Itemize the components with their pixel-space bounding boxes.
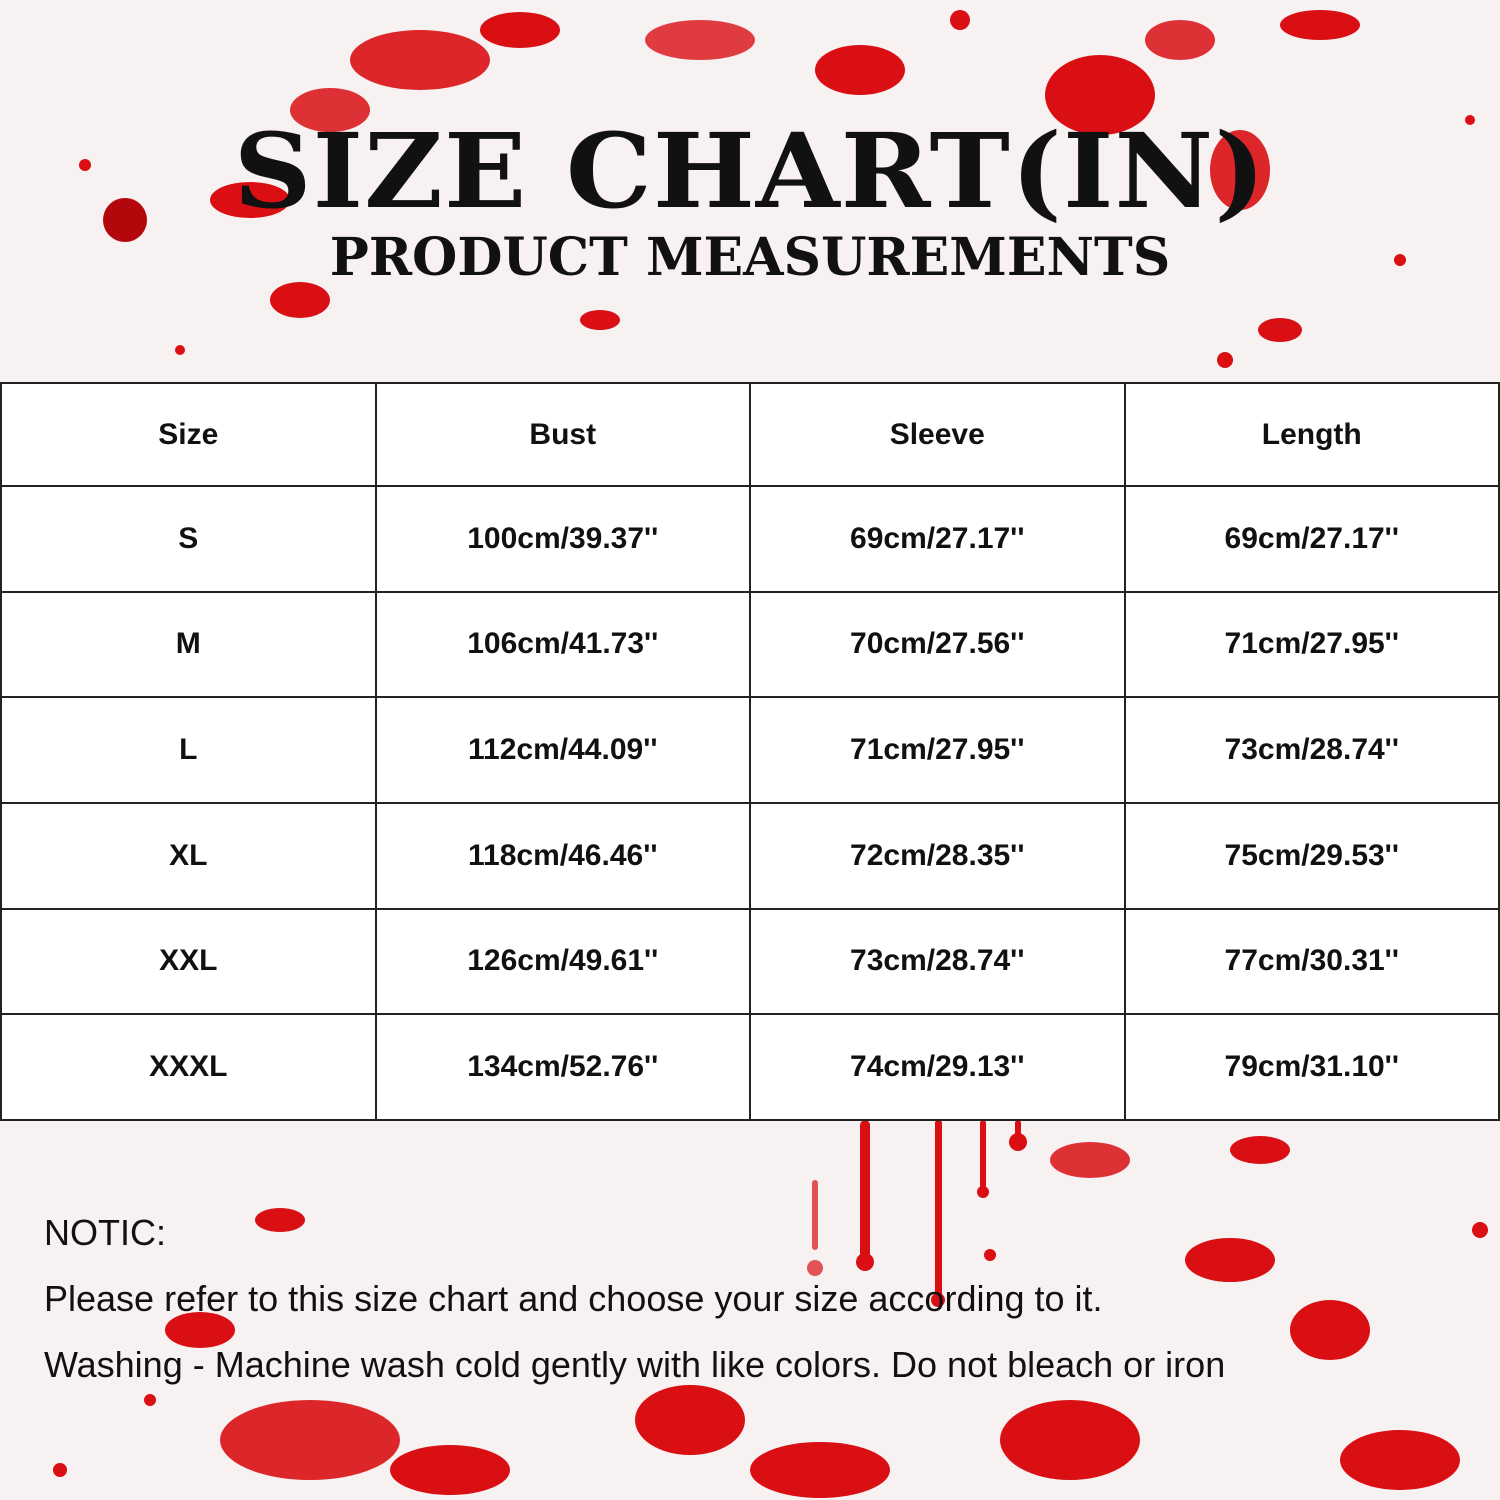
length-cell: 73cm/28.74'' [1125,697,1500,803]
length-cell: 77cm/30.31'' [1125,909,1500,1015]
size-cell: XXXL [1,1014,376,1120]
notice-line: Please refer to this size chart and choose your size according to it. [44,1278,1103,1319]
header [0,0,1500,380]
notice-section [44,1200,1225,1398]
table-row [1,697,1499,803]
table-row [1,1014,1499,1120]
length-cell: 79cm/31.10'' [1125,1014,1500,1120]
sleeve-cell: 73cm/28.74'' [750,909,1125,1015]
length-cell: 75cm/29.53'' [1125,803,1500,909]
size-cell: L [1,697,376,803]
table-header-row [1,383,1499,486]
column-header: Size [1,383,376,486]
length-cell: 71cm/27.95'' [1125,592,1500,698]
bust-cell: 126cm/49.61'' [376,909,751,1015]
table-row [1,592,1499,698]
page-title: SIZE CHART(IN) [233,112,1267,232]
length-cell: 69cm/27.17'' [1125,486,1500,592]
sleeve-cell: 74cm/29.13'' [750,1014,1125,1120]
size-table [0,382,1500,1121]
sleeve-cell: 72cm/28.35'' [750,803,1125,909]
bust-cell: 134cm/52.76'' [376,1014,751,1120]
table-row [1,486,1499,592]
size-cell: M [1,592,376,698]
notice-heading: NOTIC: [44,1212,166,1253]
size-cell: XL [1,803,376,909]
bust-cell: 100cm/39.37'' [376,486,751,592]
notice-line: Washing - Machine wash cold gently with like colors. Do not bleach or iron [44,1344,1226,1385]
bust-cell: 118cm/46.46'' [376,803,751,909]
column-header: Length [1125,383,1500,486]
bust-cell: 112cm/44.09'' [376,697,751,803]
size-cell: S [1,486,376,592]
sleeve-cell: 71cm/27.95'' [750,697,1125,803]
table-row [1,803,1499,909]
column-header: Bust [376,383,751,486]
table-row [1,909,1499,1015]
bust-cell: 106cm/41.73'' [376,592,751,698]
sleeve-cell: 69cm/27.17'' [750,486,1125,592]
page-subtitle: PRODUCT MEASUREMENTS [329,227,1171,288]
size-cell: XXL [1,909,376,1015]
sleeve-cell: 70cm/27.56'' [750,592,1125,698]
column-header: Sleeve [750,383,1125,486]
